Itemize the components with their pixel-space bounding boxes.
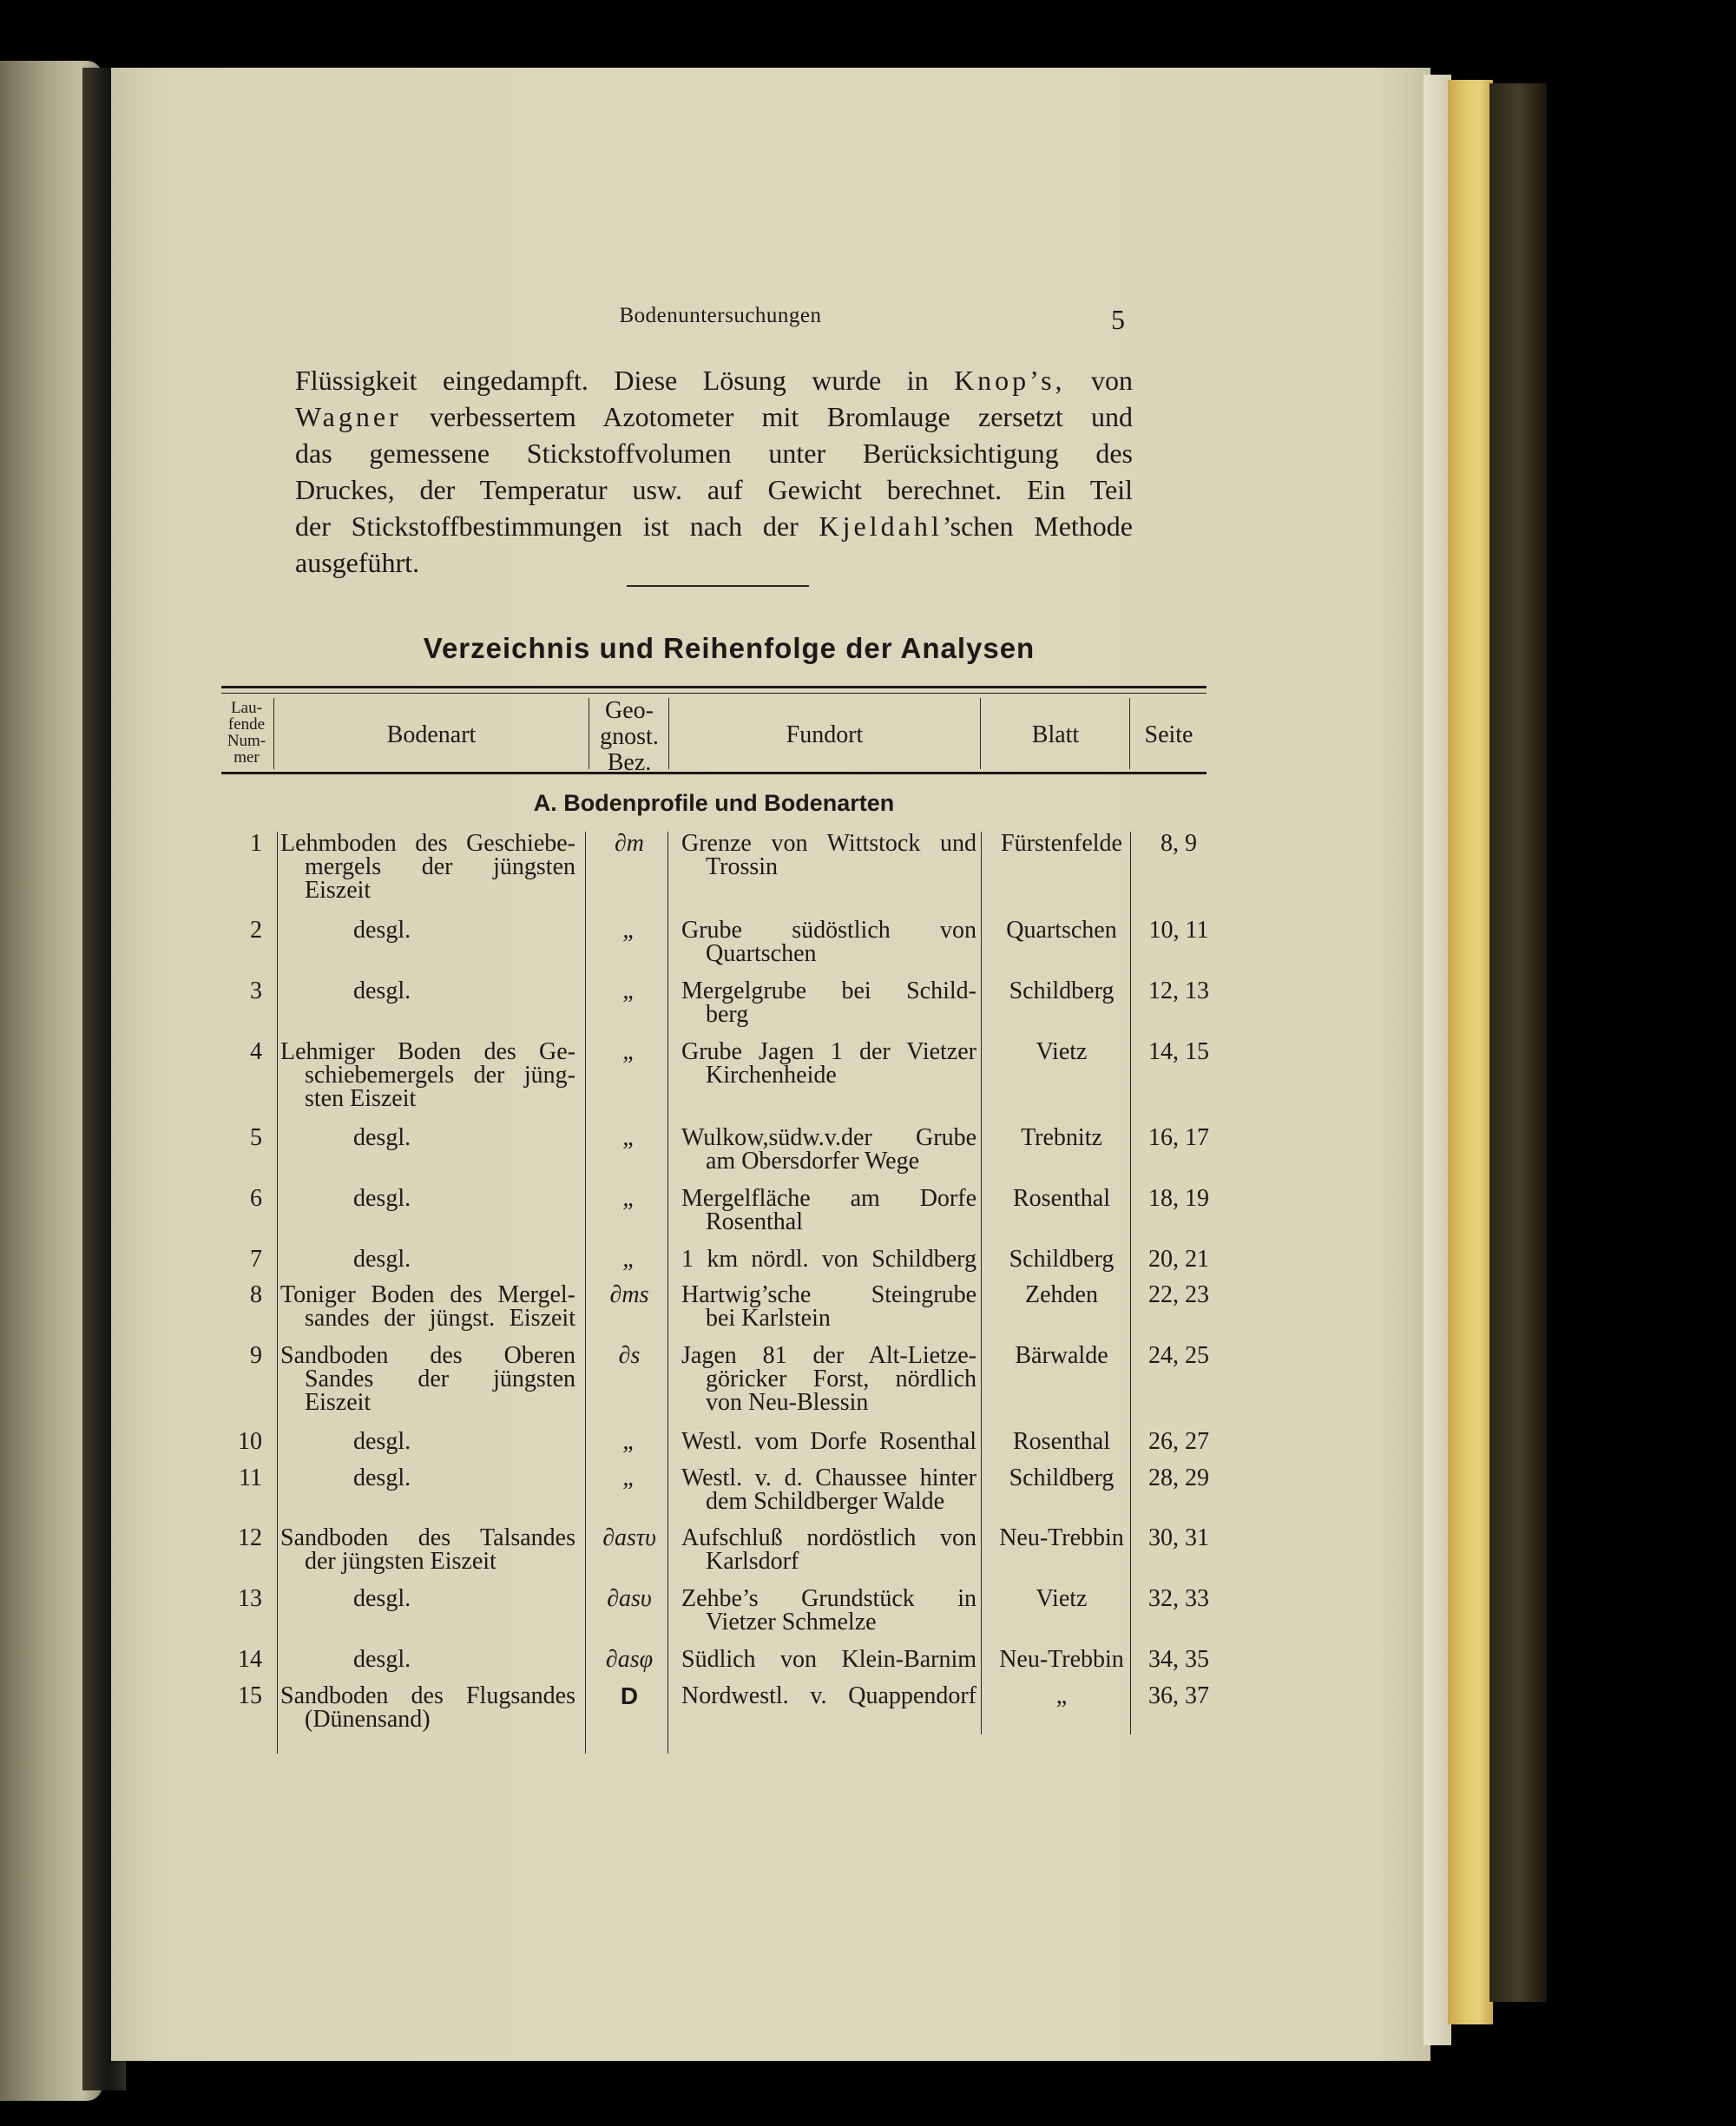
- bodenart-cell: desgl.: [353, 1465, 411, 1491]
- cell-line: Toniger Boden des Mergel-: [280, 1281, 575, 1308]
- cell-line: Vietzer Schmelze: [706, 1609, 877, 1636]
- bodenart-cell: [280, 832, 575, 902]
- row-number: 12: [238, 1524, 262, 1551]
- analysis-table: [221, 686, 1207, 1754]
- fundort-cell: [681, 918, 976, 965]
- blatt-cell: Bärwalde: [1015, 1342, 1108, 1369]
- column-divider: [668, 698, 669, 769]
- cell-line: 1 km nördl. von Schildberg: [681, 1246, 976, 1273]
- cell-line: Lehmboden des Geschiebe-: [280, 830, 575, 857]
- seite-cell: 28, 29: [1148, 1465, 1209, 1491]
- cell-line: Lehmiger Boden des Ge-: [280, 1038, 575, 1065]
- geognost-cell: „: [622, 1124, 636, 1151]
- blatt-cell: Trebnitz: [1021, 1124, 1102, 1151]
- row-number: 9: [250, 1342, 262, 1369]
- fundort-cell: [681, 1187, 976, 1234]
- seite-cell: 36, 37: [1148, 1682, 1209, 1709]
- person-name: Wagner: [295, 401, 402, 432]
- text-line: das gemessene Stickstoffvolumen unter Berücksichtigung des: [295, 438, 1133, 469]
- fundort-cell: [681, 1587, 976, 1634]
- row-number: 10: [238, 1428, 262, 1455]
- cell-line: Westl. v. d. Chaussee hinter: [681, 1465, 976, 1491]
- geognost-cell: „: [622, 1038, 636, 1065]
- row-number: 14: [238, 1646, 262, 1673]
- seite-cell: 24, 25: [1148, 1342, 1209, 1369]
- header-laufende-nummer: Lau- fende Num- mer: [227, 699, 266, 767]
- seite-cell: 16, 17: [1148, 1124, 1209, 1151]
- table-top-rule: [221, 686, 1207, 688]
- fundort-cell: [681, 832, 976, 879]
- cell-line: schiebemergels der jüng-: [305, 1062, 575, 1089]
- cell-line: Sandboden des Talsandes: [280, 1524, 575, 1551]
- text-line: der Stickstoffbestimmungen ist nach der: [295, 510, 819, 542]
- text-line: Druckes, der Temperatur usw. auf Gewicht berechnet. Ein Teil: [295, 474, 1133, 505]
- bodenart-cell: desgl.: [353, 1646, 411, 1673]
- text-line: verbessertem Azotometer mit Bromlauge zersetzt und: [401, 401, 1133, 432]
- column-divider: [1129, 698, 1130, 769]
- bodenart-cell: desgl.: [353, 1428, 411, 1455]
- geognost-cell: ∂asτυ: [602, 1524, 656, 1551]
- section-divider: [627, 585, 809, 587]
- row-number: 6: [250, 1185, 262, 1212]
- cell-line: der jüngsten Eiszeit: [305, 1548, 496, 1575]
- text-line: ’schen Methode: [942, 510, 1134, 542]
- cell-line: Zehbe’s Grundstück in: [681, 1585, 976, 1612]
- seite-cell: 32, 33: [1148, 1585, 1209, 1612]
- blatt-cell: Zehden: [1025, 1281, 1098, 1308]
- cell-line: sandes der jüngst. Eiszeit: [305, 1305, 575, 1332]
- blatt-cell: Vietz: [1036, 1038, 1088, 1065]
- cell-line: Nordwestl. v. Quappendorf: [681, 1682, 976, 1709]
- section-title: Verzeichnis und Reihenfolge der Analysen: [423, 632, 1036, 664]
- geognost-cell: ∂asφ: [605, 1646, 654, 1673]
- seite-cell: 20, 21: [1148, 1246, 1209, 1273]
- seite-cell: 10, 11: [1148, 917, 1209, 944]
- blatt-cell: Fürstenfelde: [1001, 830, 1122, 857]
- cell-line: Wulkow,südw.v.der Grube: [681, 1124, 976, 1151]
- blatt-cell: Schildberg: [1009, 1246, 1115, 1273]
- cell-line: Jagen 81 der Alt-Lietze-: [681, 1342, 976, 1369]
- cell-line: Trossin: [706, 853, 779, 880]
- geognost-cell: „: [622, 1428, 636, 1455]
- geognost-cell: ∂asυ: [607, 1585, 652, 1612]
- table-subheading: A. Bodenprofile und Bodenarten: [533, 790, 895, 816]
- fundort-cell: [681, 1126, 976, 1173]
- cell-line: Westl. vom Dorfe Rosenthal: [681, 1428, 976, 1455]
- bodenart-cell: [280, 1344, 575, 1414]
- fundort-cell: [681, 1040, 976, 1087]
- row-number: 13: [238, 1585, 262, 1612]
- fundort-cell: [681, 1648, 976, 1671]
- cell-line: Eiszeit: [305, 877, 372, 904]
- geognost-cell: „: [622, 1185, 636, 1212]
- geognost-cell: D: [620, 1682, 639, 1709]
- cell-line: Quartschen: [706, 940, 817, 967]
- cell-line: Rosenthal: [706, 1208, 803, 1235]
- row-number: 2: [250, 917, 262, 944]
- geognost-cell: ∂s: [618, 1342, 641, 1369]
- column-divider: [277, 832, 278, 1754]
- cell-line: (Dünensand): [305, 1706, 431, 1733]
- fundort-cell: [681, 979, 976, 1026]
- seite-cell: 22, 23: [1148, 1281, 1209, 1308]
- blatt-cell: „: [1055, 1682, 1068, 1709]
- blatt-cell: Schildberg: [1009, 977, 1115, 1004]
- cell-line: Hartwig’sche Steingrube: [681, 1281, 976, 1308]
- text-line: ausgeführt.: [295, 547, 420, 578]
- cell-line: Karlsdorf: [706, 1548, 799, 1575]
- fundort-cell: [681, 1430, 976, 1453]
- seite-cell: 12, 13: [1148, 977, 1209, 1004]
- cell-line: Grenze von Wittstock und: [681, 830, 976, 857]
- header-geognost: Geo- gnost. Bez.: [600, 697, 659, 776]
- header-bodenart: Bodenart: [386, 721, 477, 748]
- text-line: Flüssigkeit eingedampft. Diese Lösung wurde in: [295, 365, 955, 396]
- cell-line: Sandboden des Oberen: [280, 1342, 575, 1369]
- column-divider: [981, 832, 982, 1734]
- row-number: 11: [239, 1465, 262, 1491]
- person-name: Kjeldahl: [819, 510, 943, 542]
- text-line: von: [1065, 365, 1134, 396]
- cell-line: Aufschluß nordöstlich von: [681, 1524, 976, 1551]
- column-divider: [273, 698, 274, 769]
- bodenart-cell: desgl.: [353, 917, 411, 944]
- fundort-cell: [681, 1684, 976, 1708]
- geognost-cell: „: [622, 917, 636, 944]
- row-number: 8: [250, 1281, 262, 1308]
- cell-line: Grube Jagen 1 der Vietzer: [681, 1038, 976, 1065]
- seite-cell: 30, 31: [1148, 1524, 1209, 1551]
- bodenart-cell: desgl.: [353, 1585, 411, 1612]
- bodenart-cell: desgl.: [353, 1124, 411, 1151]
- cell-line: berg: [706, 1001, 749, 1028]
- geognost-cell: ∂ms: [609, 1281, 649, 1308]
- geognost-cell: ∂m: [614, 830, 645, 857]
- cell-line: sten Eiszeit: [305, 1085, 417, 1112]
- column-divider: [980, 698, 981, 769]
- bodenart-cell: desgl.: [353, 1185, 411, 1212]
- cell-line: bei Karlstein: [706, 1305, 831, 1332]
- header-fundort: Fundort: [786, 721, 864, 748]
- cell-line: dem Schildberger Walde: [706, 1488, 945, 1515]
- blatt-cell: Quartschen: [1006, 917, 1117, 944]
- geognost-cell: „: [622, 977, 636, 1004]
- page-number: 5: [1111, 304, 1125, 335]
- row-number: 5: [250, 1124, 262, 1151]
- cell-line: mergels der jüngsten: [305, 853, 575, 880]
- table-header-rule: [221, 772, 1207, 774]
- blatt-cell: Schildberg: [1009, 1465, 1115, 1491]
- table-top-rule-thin: [221, 693, 1207, 694]
- header-blatt: Blatt: [1031, 721, 1080, 748]
- fundort-cell: [681, 1283, 976, 1330]
- cell-line: Sandes der jüngsten: [305, 1366, 575, 1392]
- bodenart-cell: desgl.: [353, 977, 411, 1004]
- bodenart-cell: [280, 1526, 575, 1573]
- cell-line: Kirchenheide: [706, 1062, 837, 1089]
- cell-line: am Obersdorfer Wege: [706, 1148, 920, 1175]
- cell-line: von Neu-Blessin: [706, 1389, 869, 1416]
- fundort-cell: [681, 1247, 976, 1271]
- bodenart-cell: [280, 1684, 575, 1731]
- blatt-cell: Neu-Trebbin: [999, 1524, 1124, 1551]
- blatt-cell: Rosenthal: [1013, 1185, 1110, 1212]
- fundort-cell: [681, 1344, 976, 1414]
- seite-cell: 26, 27: [1148, 1428, 1209, 1455]
- cell-line: Grube südöstlich von: [681, 917, 976, 944]
- body-paragraph: [295, 362, 1133, 581]
- row-number: 1: [250, 830, 262, 857]
- header-seite: Seite: [1144, 721, 1194, 748]
- geognost-cell: „: [622, 1246, 636, 1273]
- book-cover-edge: [1448, 80, 1493, 2024]
- blatt-cell: Neu-Trebbin: [999, 1646, 1124, 1673]
- seite-cell: 34, 35: [1148, 1646, 1209, 1673]
- bodenart-cell: [280, 1283, 575, 1330]
- fundort-cell: [681, 1466, 976, 1513]
- seite-cell: 8, 9: [1161, 830, 1197, 857]
- cell-line: göricker Forst, nördlich: [706, 1366, 976, 1392]
- cell-line: Mergelfläche am Dorfe: [681, 1185, 976, 1212]
- fundort-cell: [681, 1526, 976, 1573]
- row-number: 4: [250, 1038, 262, 1065]
- geognost-cell: „: [622, 1465, 636, 1491]
- cell-line: Sandboden des Flugsandes: [280, 1682, 575, 1709]
- person-name: Knop’s,: [954, 365, 1066, 396]
- running-head: Bodenuntersuchungen: [619, 304, 822, 327]
- row-number: 15: [238, 1682, 262, 1709]
- cell-line: Eiszeit: [305, 1389, 372, 1416]
- seite-cell: 14, 15: [1148, 1038, 1209, 1065]
- blatt-cell: Vietz: [1036, 1585, 1088, 1612]
- cell-line: Südlich von Klein-Barnim: [681, 1646, 976, 1673]
- bodenart-cell: desgl.: [353, 1246, 411, 1273]
- row-number: 7: [250, 1246, 262, 1273]
- cell-line: Mergelgrube bei Schild-: [681, 977, 976, 1004]
- bodenart-cell: [280, 1040, 575, 1110]
- blatt-cell: Rosenthal: [1013, 1428, 1110, 1455]
- book-spine-shadow: [1489, 83, 1547, 2002]
- seite-cell: 18, 19: [1148, 1185, 1209, 1212]
- row-number: 3: [250, 977, 262, 1004]
